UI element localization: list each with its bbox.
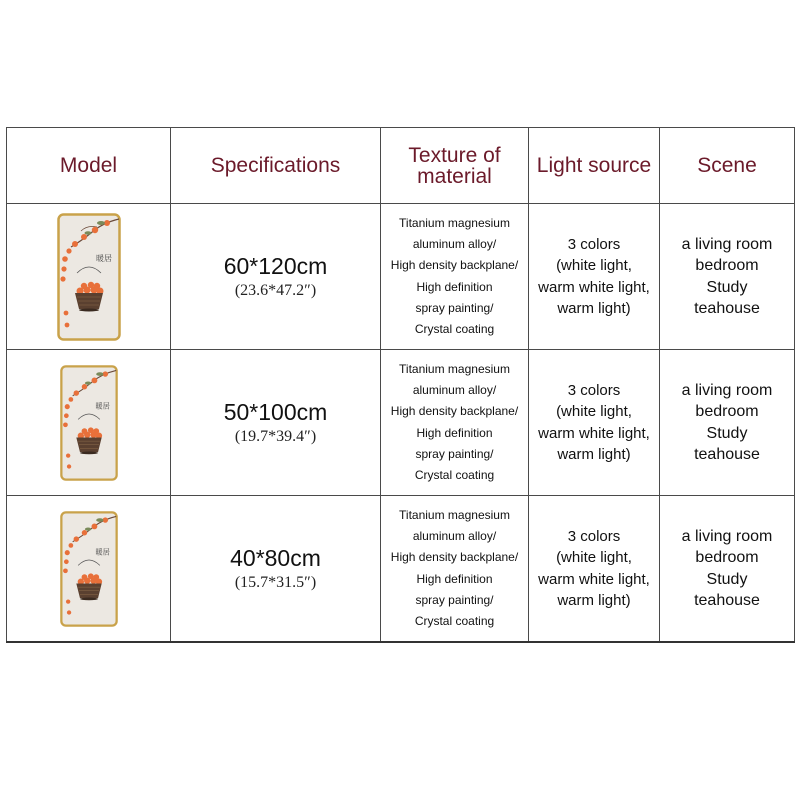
material-cell <box>381 496 529 643</box>
material-line: aluminum alloy/ <box>412 528 497 543</box>
header-scene: Scene <box>660 128 795 204</box>
material-line: High definition <box>416 425 493 440</box>
light-line: (white light, <box>556 403 632 420</box>
material-line: spray painting/ <box>415 592 494 607</box>
light-source-cell <box>529 204 660 350</box>
light-line: 3 colors <box>567 235 621 253</box>
scene-line: teahouse <box>694 446 760 463</box>
header-model: Model <box>7 128 171 204</box>
scene-line: bedroom <box>695 403 759 420</box>
specification-cell <box>171 204 381 350</box>
product-image <box>60 511 118 627</box>
header-row <box>7 128 795 204</box>
scene-line: a living room <box>681 235 773 253</box>
light-line: 3 colors <box>567 527 621 545</box>
material-line: High definition <box>416 279 493 294</box>
light-line: warm white light, <box>538 424 650 442</box>
material-cell <box>381 350 529 496</box>
material-cell <box>381 204 529 350</box>
table-row <box>7 204 795 350</box>
spec-table <box>6 127 795 643</box>
material-line: aluminum alloy/ <box>412 382 497 397</box>
table-row <box>7 350 795 496</box>
header-light-source: Light source <box>529 128 660 204</box>
model-cell <box>7 496 171 643</box>
svg-text:暖居: 暖居 <box>94 547 110 556</box>
material-line: High definition <box>416 571 493 586</box>
material-line: Crystal coating <box>414 468 495 483</box>
scene-line: bedroom <box>695 257 759 274</box>
material-line: High density backplane/ <box>390 258 519 273</box>
model-cell <box>7 204 171 350</box>
product-image <box>57 213 121 341</box>
material-line: Crystal coating <box>414 322 495 337</box>
svg-text:暖居: 暖居 <box>95 253 112 263</box>
size-metric: 50*100cm <box>223 398 328 425</box>
header-texture-line2: material <box>417 164 492 188</box>
product-image <box>60 363 118 483</box>
header-texture-line1: Texture of <box>408 143 501 167</box>
header-specifications: Specifications <box>171 128 381 204</box>
scene-line: a living room <box>681 527 773 545</box>
svg-text:暖居: 暖居 <box>94 401 110 410</box>
scene-cell <box>660 204 795 350</box>
material-line: spray painting/ <box>415 300 494 315</box>
size-inches: (23.6*47.2″) <box>234 281 317 299</box>
scene-line: teahouse <box>694 592 760 609</box>
model-cell <box>7 350 171 496</box>
light-source-cell <box>529 350 660 496</box>
table-row <box>7 496 795 643</box>
specification-cell <box>171 350 381 496</box>
light-source-cell <box>529 496 660 643</box>
specification-cell <box>171 496 381 643</box>
light-line: (white light, <box>556 257 632 274</box>
material-line: spray painting/ <box>415 446 494 461</box>
scene-line: Study <box>706 278 748 296</box>
material-line: Crystal coating <box>414 614 495 629</box>
light-line: warm light) <box>557 592 631 609</box>
size-inches: (19.7*39.4″) <box>234 427 317 445</box>
scene-line: bedroom <box>695 549 759 566</box>
size-metric: 60*120cm <box>223 252 328 279</box>
material-line: Titanium magnesium <box>399 215 510 230</box>
light-line: warm white light, <box>538 570 650 588</box>
material-line: Titanium magnesium <box>399 361 510 376</box>
light-line: warm light) <box>557 300 631 317</box>
light-line: (white light, <box>556 549 632 566</box>
material-line: aluminum alloy/ <box>412 236 497 251</box>
header-texture <box>381 128 529 204</box>
material-line: Titanium magnesium <box>399 507 510 522</box>
size-inches: (15.7*31.5″) <box>234 573 317 591</box>
material-line: High density backplane/ <box>390 550 519 565</box>
scene-cell <box>660 350 795 496</box>
scene-line: Study <box>706 424 748 442</box>
material-line: High density backplane/ <box>390 404 519 419</box>
light-line: warm white light, <box>538 278 650 296</box>
scene-cell <box>660 496 795 643</box>
scene-line: teahouse <box>694 300 760 317</box>
light-line: 3 colors <box>567 381 621 399</box>
scene-line: a living room <box>681 381 773 399</box>
light-line: warm light) <box>557 446 631 463</box>
scene-line: Study <box>706 570 748 588</box>
size-metric: 40*80cm <box>230 544 321 571</box>
